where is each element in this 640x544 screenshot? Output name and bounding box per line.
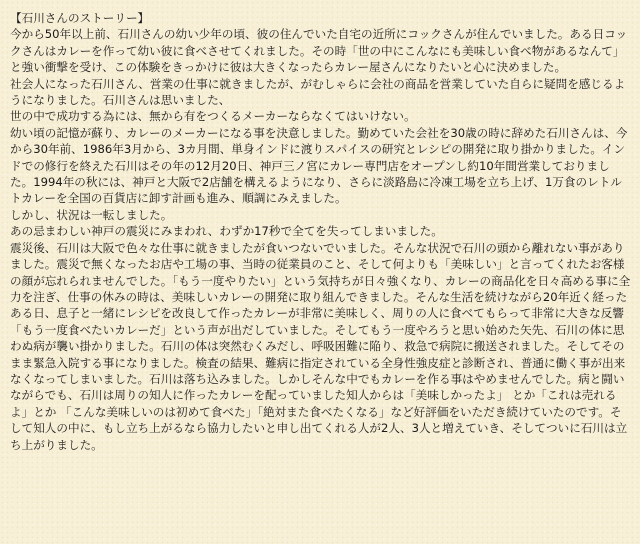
story-paragraph-curry-shop: 幼い頃の記憶が蘇り、カレーのメーカーになる事を決意しました。勤めていた会社を30歳の時に辞めた石川さんは、今から30年前、1986年3月から、3カ月間、単身インドに渡りスパイスの研究とレシピの開発に取り掛かりました。インドでの修行を終えた石川はその年の12月20日、神戸三ノ宮にカレー専門店をオープンし約10年間営業しておりました。1994年の秋には、神戸と大阪で2店舗を構えるようになり、さらに淡路島に冷凍工場を立ち上げ、1万食のレトルトカレーを全国の百貨店に卸す計画も進み、順調にみえました。 [10,125,628,206]
story-paragraph-childhood: 今から50年以上前、石川さんの幼い少年の頃、彼の住んでいた自宅の近所にコックさんが住んでいました。ある日コックさんはカレーを作って幼い彼に食べさせてくれました。その時「世の中にこんなにも美味しい食べ物があるなんて」と強い衝撃を受け、この体験をきっかけに彼は大きくなったらカレー屋さんになりたいと心に決めました。 [10,27,628,75]
story-paragraph-comeback: 震災後、石川は大阪で色々な仕事に就きましたが食いつないでいました。そんな状況で石川の頭から離れない事がありました。震災で無くなったお店や工場の事、当時の従業員のこと、そして何よりも「美味しい」と言ってくれたお客様の顔が忘れられませんでした。「もう一度やりたい」という気持ちが日々強くなり、カレーの商品化を日々高める事に全力を注ぎ、仕事の休みの時は、美味しいカレーの開発に取り組んできました。そんな生活を続けながら20年近く経ったある日、息子と一緒にレシピを改良して作ったカレーが非常に美味しく、周りの人に食べてもらって非常に大きな反響「もう一度食べたいカレーだ」という声が出だしていました。そしてもう一度やろうと思い始めた矢先、石川の体に思わぬ病が襲い掛かりました。石川の体は突然むくみだし、呼吸困難に陥り、救急で病院に搬送されました。そしてそのまま緊急入院する事になりました。検査の結果、難病に指定されている全身性強皮症と診断され、普通に働く事が出来なくなってしまいました。石川は落ち込みました。しかしそんな中でもカレーを作る事はやめませんでした。病と闘いながらでも、石川は周りの知人に作ったカレーを配っていました知人からは「美味しかったよ」 とか「これは売れるよ」とか 「こんな美味しいのは初めて食べた」「絶対また食べたくなる」など好評価をいただき続けていたのです。そして知人の中に、もし立ち上がるなら協力したいと申し出てくれる人が2人、3人と増えていき、そしてついに石川は立ち上がりました。 [10,240,631,452]
story-paragraph-earthquake: あの忌まわしい神戸の震災にみまわれ、わずか17秒で全てを失ってしまいました。 [10,224,443,239]
story-title: 【石川さんのストーリー】 [10,11,150,25]
story-article [10,10,632,453]
story-paragraph-manufacturer-resolve: 世の中で成功する為には、無から有をつくるメーカーならなくてはいけない。 [10,109,416,124]
story-paragraph-turning-point: しかし、状況は一転しました。 [10,207,173,222]
story-paragraph-career-doubt: 社会人になった石川さん、営業の仕事に就きましたが、がむしゃらに会社の商品を営業していた自らに疑問を感じるようになりました。石川さんは思いました、 [10,76,626,108]
